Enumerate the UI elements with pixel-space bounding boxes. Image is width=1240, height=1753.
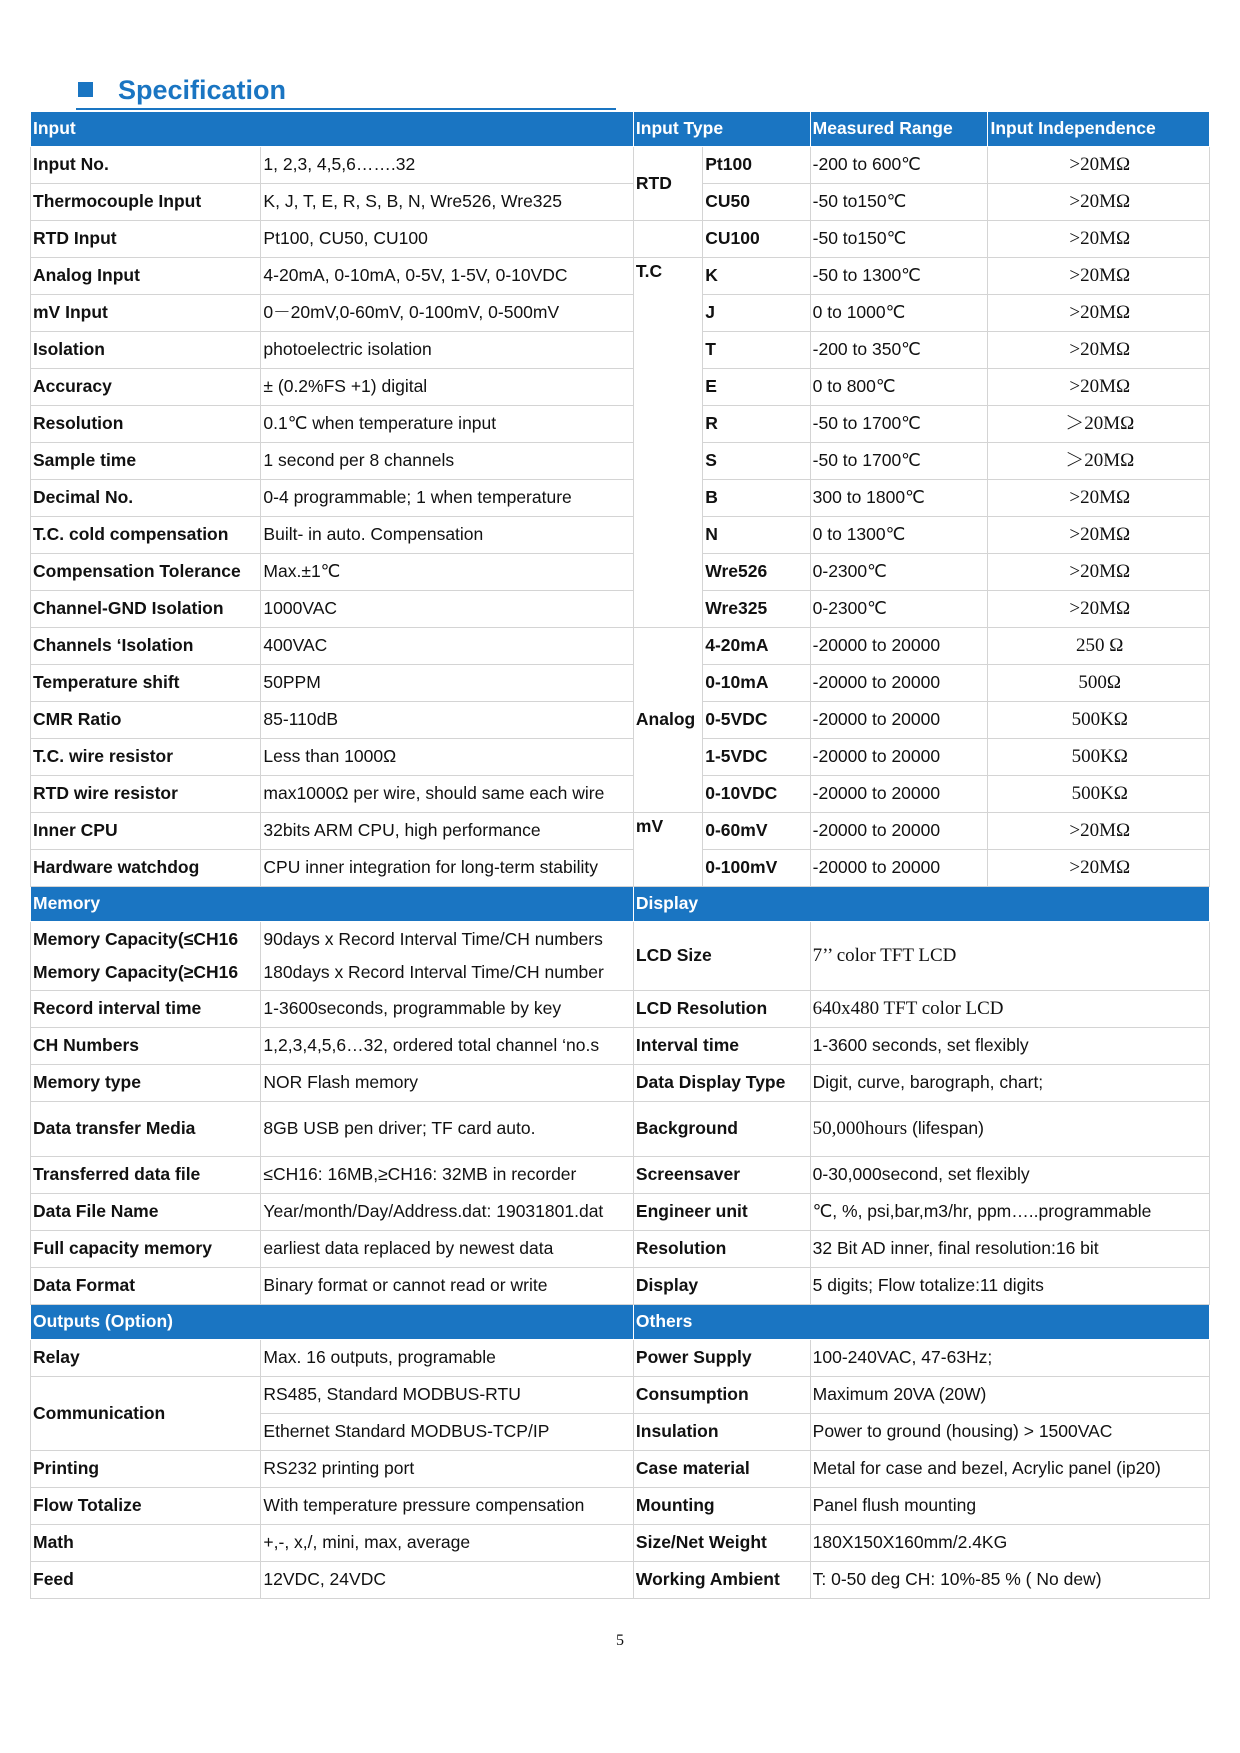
measured-range: -50 to 1700℃ <box>810 406 988 443</box>
display-label: Engineer unit <box>633 1194 810 1231</box>
table-row <box>31 406 1210 443</box>
table-row <box>31 443 1210 480</box>
table-row <box>31 1102 1210 1157</box>
table-row <box>31 1231 1210 1268</box>
spec-label: Printing <box>31 1451 261 1488</box>
memory-capacity-label-2: Memory Capacity(≥CH16 <box>33 962 239 982</box>
display-label: LCD Resolution <box>633 991 810 1028</box>
others-label: Power Supply <box>633 1340 810 1377</box>
input-independence: >20MΩ <box>988 332 1210 369</box>
square-bullet-icon <box>78 82 93 97</box>
spec-value: photoelectric isolation <box>261 332 633 369</box>
spec-label: Channels ‘Isolation <box>31 628 261 665</box>
spec-value: 8GB USB pen driver; TF card auto. <box>261 1102 633 1157</box>
table-row <box>31 591 1210 628</box>
outputs-header: Outputs (Option) <box>31 1305 634 1340</box>
input-type: N <box>703 517 810 554</box>
input-type: 4-20mA <box>703 628 810 665</box>
display-header: Display <box>633 887 1209 922</box>
spec-label: Record interval time <box>31 991 261 1028</box>
spec-value: Built- in auto. Compensation <box>261 517 633 554</box>
spec-value: 50PPM <box>261 665 633 702</box>
input-independence: >20MΩ <box>988 480 1210 517</box>
display-value: 640x480 TFT color LCD <box>810 991 1209 1028</box>
memory-header: Memory <box>31 887 634 922</box>
spec-label: Relay <box>31 1340 261 1377</box>
display-label: Interval time <box>633 1028 810 1065</box>
input-independence: >20MΩ <box>988 184 1210 221</box>
table-row <box>31 776 1210 813</box>
input-type: J <box>703 295 810 332</box>
spec-label: Channel-GND Isolation <box>31 591 261 628</box>
others-value: Power to ground (housing) > 1500VAC <box>810 1414 1209 1451</box>
display-value <box>810 1102 1209 1157</box>
table-row <box>31 221 1210 258</box>
measured-range: -50 to150℃ <box>810 221 988 258</box>
input-independence: ＞20MΩ <box>988 406 1210 443</box>
input-type: T <box>703 332 810 369</box>
input-type: Wre526 <box>703 554 810 591</box>
display-value: 1-3600 seconds, set flexibly <box>810 1028 1209 1065</box>
table-row <box>31 147 1210 184</box>
spec-label: RTD Input <box>31 221 261 258</box>
others-value: 180X150X160mm/2.4KG <box>810 1525 1209 1562</box>
input-independence-header: Input Independence <box>988 112 1210 147</box>
input-type-header: Input Type <box>633 112 810 147</box>
spec-value: Less than 1000Ω <box>261 739 633 776</box>
spec-label: Data File Name <box>31 1194 261 1231</box>
display-label: Data Display Type <box>633 1065 810 1102</box>
spec-label: T.C. wire resistor <box>31 739 261 776</box>
input-independence: ＞20MΩ <box>988 443 1210 480</box>
input-header: Input <box>31 112 634 147</box>
table-row <box>31 665 1210 702</box>
specification-table <box>30 111 1210 1599</box>
spec-value: ≤CH16: 16MB,≥CH16: 32MB in recorder <box>261 1157 633 1194</box>
section-heading <box>76 75 616 110</box>
input-type: E <box>703 369 810 406</box>
display-value: Digit, curve, barograph, chart; <box>810 1065 1209 1102</box>
display-label: Display <box>633 1268 810 1305</box>
memory-capacity-value-2: 180days x Record Interval Time/CH number <box>263 962 604 982</box>
input-independence: >20MΩ <box>988 850 1210 887</box>
spec-value: 12VDC, 24VDC <box>261 1562 633 1599</box>
measured-range: -20000 to 20000 <box>810 665 988 702</box>
spec-label: Sample time <box>31 443 261 480</box>
table-row <box>31 480 1210 517</box>
spec-label: Data transfer Media <box>31 1102 261 1157</box>
others-label: Case material <box>633 1451 810 1488</box>
spec-value: max1000Ω per wire, should same each wire <box>261 776 633 813</box>
spec-value: 1-3600seconds, programmable by key <box>261 991 633 1028</box>
measured-range: 0 to 800℃ <box>810 369 988 406</box>
spec-label: Flow Totalize <box>31 1488 261 1525</box>
spec-label: RTD wire resistor <box>31 776 261 813</box>
spec-label: Isolation <box>31 332 261 369</box>
page-number: 5 <box>616 1632 624 1649</box>
input-independence: >20MΩ <box>988 517 1210 554</box>
memory-capacity-label-1: Memory Capacity(≤CH16 <box>33 929 239 949</box>
spec-value: 4-20mA, 0-10mA, 0-5V, 1-5V, 0-10VDC <box>261 258 633 295</box>
group-tc: T.C <box>633 258 702 628</box>
spec-label: Analog Input <box>31 258 261 295</box>
display-label: Screensaver <box>633 1157 810 1194</box>
others-value: 100-240VAC, 47-63Hz; <box>810 1340 1209 1377</box>
group-empty <box>633 221 702 258</box>
measured-range: -20000 to 20000 <box>810 776 988 813</box>
others-label: Consumption <box>633 1377 810 1414</box>
spec-value: K, J, T, E, R, S, B, N, Wre526, Wre325 <box>261 184 633 221</box>
spec-label: Data Format <box>31 1268 261 1305</box>
measured-range: -50 to150℃ <box>810 184 988 221</box>
spec-label: T.C. cold compensation <box>31 517 261 554</box>
input-independence: >20MΩ <box>988 221 1210 258</box>
table-row <box>31 991 1210 1028</box>
measured-range-header: Measured Range <box>810 112 988 147</box>
others-label: Insulation <box>633 1414 810 1451</box>
spec-label: CMR Ratio <box>31 702 261 739</box>
table-row <box>31 332 1210 369</box>
measured-range: 0 to 1300℃ <box>810 517 988 554</box>
spec-value: Ethernet Standard MODBUS-TCP/IP <box>261 1414 633 1451</box>
spec-value: 32bits ARM CPU, high performance <box>261 813 633 850</box>
measured-range: -50 to 1700℃ <box>810 443 988 480</box>
table-row <box>31 739 1210 776</box>
memory-capacity-value-1: 90days x Record Interval Time/CH numbers <box>263 929 603 949</box>
display-value: 0-30,000second, set flexibly <box>810 1157 1209 1194</box>
input-independence: >20MΩ <box>988 554 1210 591</box>
spec-label: Communication <box>31 1377 261 1451</box>
spec-value: RS485, Standard MODBUS-RTU <box>261 1377 633 1414</box>
group-rtd: RTD <box>633 147 702 221</box>
display-value-main: 50,000hours <box>812 1117 908 1139</box>
input-independence: 500KΩ <box>988 702 1210 739</box>
table-row <box>31 554 1210 591</box>
measured-range: -20000 to 20000 <box>810 850 988 887</box>
spec-value: 1,2,3,4,5,6…32, ordered total channel ‘no.s <box>261 1028 633 1065</box>
others-value: Maximum 20VA (20W) <box>810 1377 1209 1414</box>
display-value: 5 digits; Flow totalize:11 digits <box>810 1268 1209 1305</box>
group-analog: Analog <box>633 628 702 813</box>
spec-label: Full capacity memory <box>31 1231 261 1268</box>
table-row <box>31 628 1210 665</box>
measured-range: 0 to 1000℃ <box>810 295 988 332</box>
display-value-note: (lifespan) <box>907 1117 984 1138</box>
input-type: 0-5VDC <box>703 702 810 739</box>
spec-label: Resolution <box>31 406 261 443</box>
spec-value: Max.±1℃ <box>261 554 633 591</box>
spec-value: With temperature pressure compensation <box>261 1488 633 1525</box>
table-row <box>31 1065 1210 1102</box>
table-row <box>31 1194 1210 1231</box>
spec-value: 0－20mV,0-60mV, 0-100mV, 0-500mV <box>261 295 633 332</box>
table-row <box>31 1157 1210 1194</box>
input-type: S <box>703 443 810 480</box>
display-value: ℃, %, psi,bar,m3/hr, ppm…..programmable <box>810 1194 1209 1231</box>
others-value: T: 0-50 deg CH: 10%-85 % ( No dew) <box>810 1562 1209 1599</box>
others-value: Panel flush mounting <box>810 1488 1209 1525</box>
display-label: Resolution <box>633 1231 810 1268</box>
table-row <box>31 1268 1210 1305</box>
spec-value: CPU inner integration for long-term stability <box>261 850 633 887</box>
spec-label: Thermocouple Input <box>31 184 261 221</box>
spec-value: 85-110dB <box>261 702 633 739</box>
table-row <box>31 1562 1210 1599</box>
measured-range: -20000 to 20000 <box>810 628 988 665</box>
measured-range: 300 to 1800℃ <box>810 480 988 517</box>
table-row <box>31 184 1210 221</box>
table-row <box>31 295 1210 332</box>
spec-value: 0.1℃ when temperature input <box>261 406 633 443</box>
spec-value: 400VAC <box>261 628 633 665</box>
memory-capacity-value <box>261 922 633 991</box>
spec-value: NOR Flash memory <box>261 1065 633 1102</box>
input-independence: 500KΩ <box>988 739 1210 776</box>
input-type: 0-10mA <box>703 665 810 702</box>
display-label: Background <box>633 1102 810 1157</box>
section-title: Specification <box>118 75 287 105</box>
spec-value: Pt100, CU50, CU100 <box>261 221 633 258</box>
display-value: 7’’ color TFT LCD <box>810 922 1209 991</box>
table-row <box>31 850 1210 887</box>
spec-value: Max. 16 outputs, programable <box>261 1340 633 1377</box>
input-type: 0-100mV <box>703 850 810 887</box>
input-type: 0-10VDC <box>703 776 810 813</box>
table-row <box>31 1028 1210 1065</box>
table-row <box>31 369 1210 406</box>
input-header-row <box>31 112 1210 147</box>
others-label: Mounting <box>633 1488 810 1525</box>
input-independence: >20MΩ <box>988 813 1210 850</box>
measured-range: -20000 to 20000 <box>810 702 988 739</box>
spec-label: Decimal No. <box>31 480 261 517</box>
others-label: Working Ambient <box>633 1562 810 1599</box>
input-type: B <box>703 480 810 517</box>
input-type: K <box>703 258 810 295</box>
input-independence: 250 Ω <box>988 628 1210 665</box>
spec-label: Hardware watchdog <box>31 850 261 887</box>
measured-range: 0-2300℃ <box>810 554 988 591</box>
spec-label: Inner CPU <box>31 813 261 850</box>
spec-label: Input No. <box>31 147 261 184</box>
spec-label: Feed <box>31 1562 261 1599</box>
table-row <box>31 258 1210 295</box>
input-independence: >20MΩ <box>988 147 1210 184</box>
spec-label: mV Input <box>31 295 261 332</box>
input-type: CU100 <box>703 221 810 258</box>
display-value: 32 Bit AD inner, final resolution:16 bit <box>810 1231 1209 1268</box>
spec-label: Math <box>31 1525 261 1562</box>
spec-label: Memory type <box>31 1065 261 1102</box>
input-type: 1-5VDC <box>703 739 810 776</box>
table-row <box>31 922 1210 991</box>
input-type: Pt100 <box>703 147 810 184</box>
memory-capacity-label <box>31 922 261 991</box>
spec-label: Transferred data file <box>31 1157 261 1194</box>
input-independence: >20MΩ <box>988 369 1210 406</box>
spec-value: RS232 printing port <box>261 1451 633 1488</box>
input-independence: >20MΩ <box>988 258 1210 295</box>
table-row <box>31 517 1210 554</box>
spec-value: 1 second per 8 channels <box>261 443 633 480</box>
table-row <box>31 1488 1210 1525</box>
spec-value: ± (0.2%FS +1) digital <box>261 369 633 406</box>
memory-header-row <box>31 887 1210 922</box>
input-type: 0-60mV <box>703 813 810 850</box>
outputs-header-row <box>31 1305 1210 1340</box>
measured-range: -20000 to 20000 <box>810 813 988 850</box>
spec-value: earliest data replaced by newest data <box>261 1231 633 1268</box>
spec-label: CH Numbers <box>31 1028 261 1065</box>
spec-value: +,-, x,/, mini, max, average <box>261 1525 633 1562</box>
others-value: Metal for case and bezel, Acrylic panel (ip20) <box>810 1451 1209 1488</box>
input-independence: >20MΩ <box>988 591 1210 628</box>
table-row <box>31 813 1210 850</box>
others-header: Others <box>633 1305 1209 1340</box>
spec-value: 0-4 programmable; 1 when temperature <box>261 480 633 517</box>
table-row <box>31 1525 1210 1562</box>
input-independence: >20MΩ <box>988 295 1210 332</box>
table-row <box>31 702 1210 739</box>
input-type: Wre325 <box>703 591 810 628</box>
spec-value: Year/month/Day/Address.dat: 19031801.dat <box>261 1194 633 1231</box>
table-row <box>31 1377 1210 1414</box>
spec-value: 1000VAC <box>261 591 633 628</box>
measured-range: -20000 to 20000 <box>810 739 988 776</box>
others-label: Size/Net Weight <box>633 1525 810 1562</box>
table-row <box>31 1451 1210 1488</box>
spec-value: 1, 2,3, 4,5,6…….32 <box>261 147 633 184</box>
input-independence: 500Ω <box>988 665 1210 702</box>
spec-label: Temperature shift <box>31 665 261 702</box>
measured-range: -200 to 350℃ <box>810 332 988 369</box>
table-row <box>31 1340 1210 1377</box>
measured-range: 0-2300℃ <box>810 591 988 628</box>
display-label: LCD Size <box>633 922 810 991</box>
spec-label: Compensation Tolerance <box>31 554 261 591</box>
measured-range: -50 to 1300℃ <box>810 258 988 295</box>
group-mv: mV <box>633 813 702 887</box>
input-independence: 500KΩ <box>988 776 1210 813</box>
spec-value: Binary format or cannot read or write <box>261 1268 633 1305</box>
measured-range: -200 to 600℃ <box>810 147 988 184</box>
input-type: R <box>703 406 810 443</box>
input-type: CU50 <box>703 184 810 221</box>
spec-label: Accuracy <box>31 369 261 406</box>
